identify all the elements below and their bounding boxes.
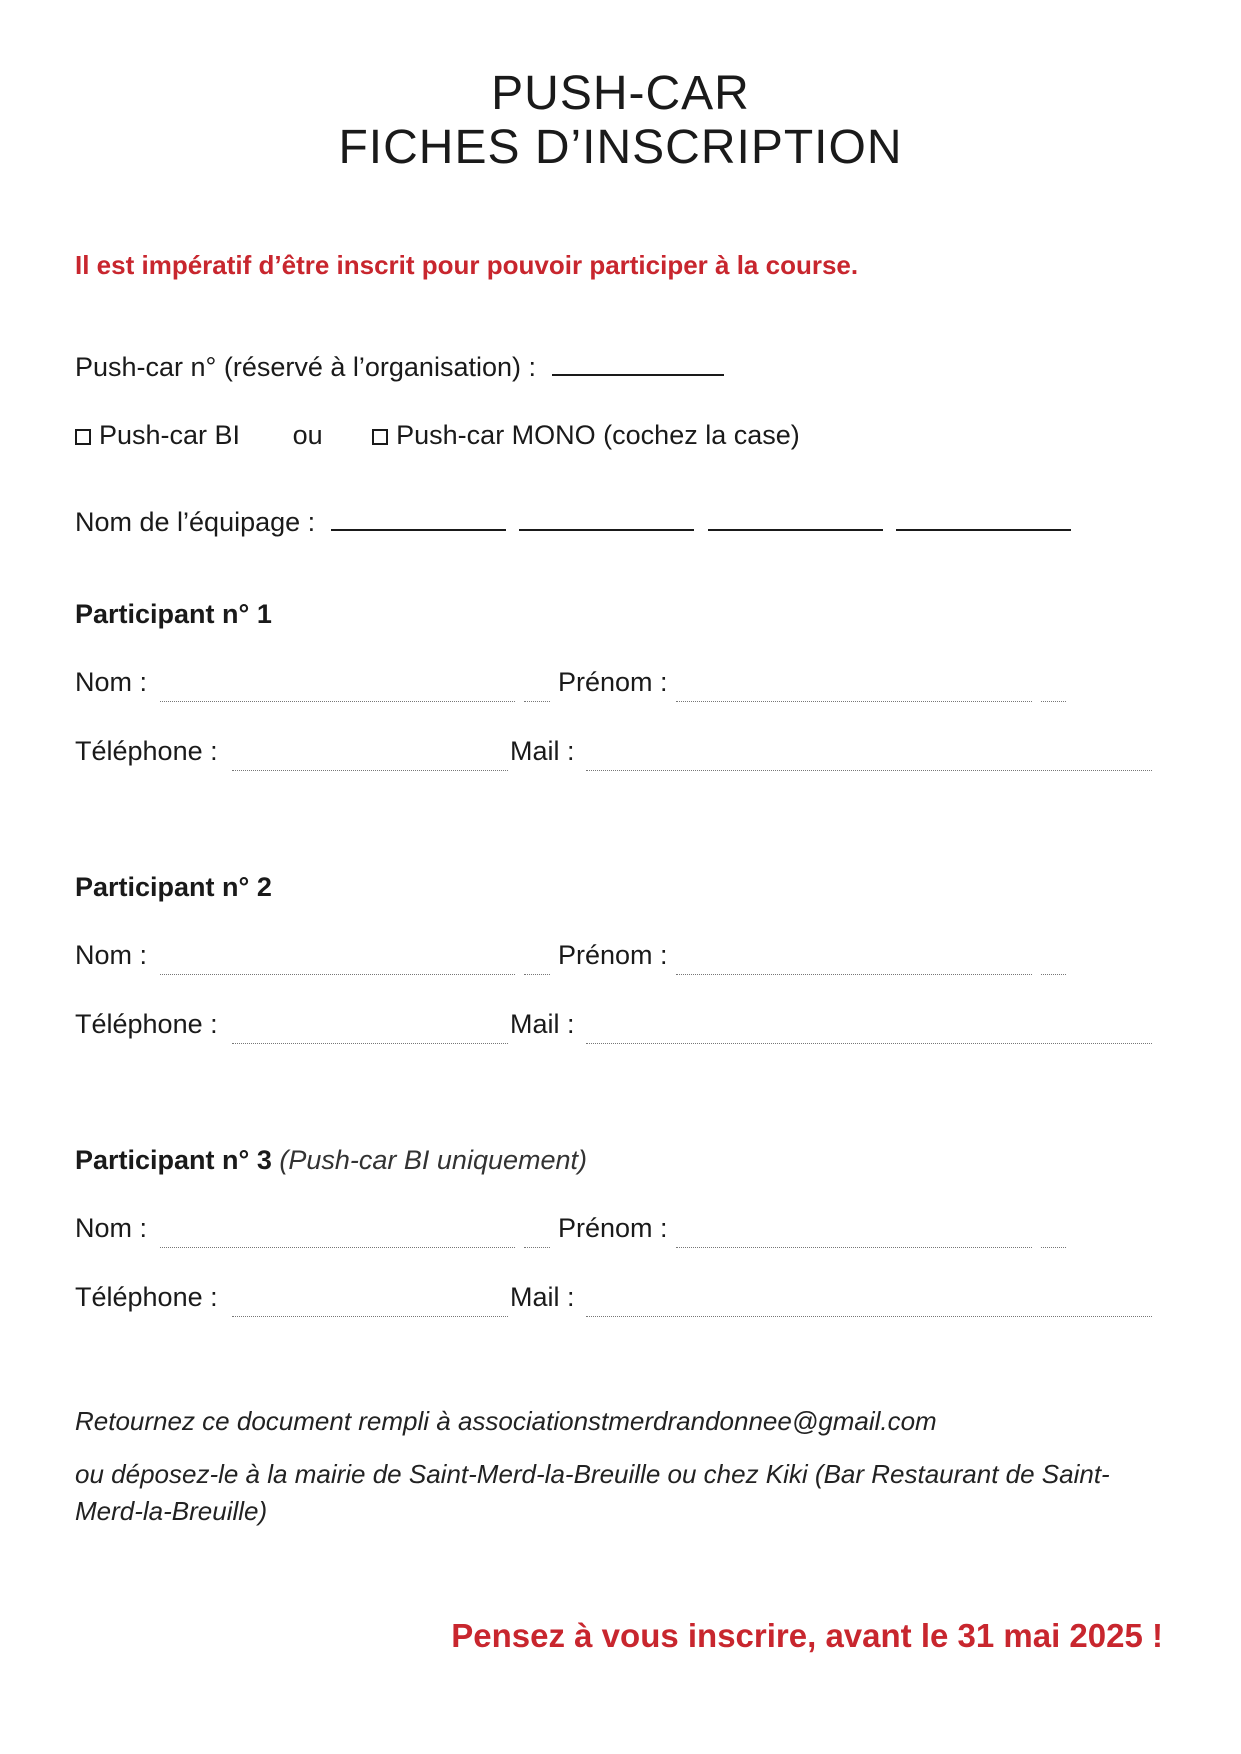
nom-field[interactable] [160,701,515,702]
nom-field-end [524,974,550,975]
pushcar-type-row [75,420,800,451]
mail-label: Mail : [510,1009,575,1039]
prenom-label: Prénom : [558,940,668,970]
prenom-field[interactable] [676,1247,1032,1248]
deadline-reminder: Pensez à vous inscrire, avant le 31 mai 2025 ! [451,1617,1163,1654]
nom-field[interactable] [160,1247,515,1248]
bi-checkbox[interactable] [75,429,91,445]
pushcar-number-field[interactable] [552,352,724,376]
page-subtitle: FICHES D’INSCRIPTION [338,121,903,174]
participant-3-heading [75,1145,587,1176]
team-name-field[interactable] [896,507,1071,531]
participant-1-title: Participant n° 1 [75,599,272,629]
participant-3-note: (Push-car BI uniquement) [279,1145,588,1175]
mail-field[interactable] [586,1316,1152,1317]
telephone-label: Téléphone : [75,1009,218,1039]
prenom-label: Prénom : [558,1213,668,1243]
nom-field[interactable] [160,974,515,975]
team-name-field[interactable] [331,507,506,531]
mail-field[interactable] [586,1043,1152,1044]
prenom-field[interactable] [676,701,1032,702]
prenom-label: Prénom : [558,667,668,697]
nom-label: Nom : [75,940,148,970]
option-mono-label: Push-car MONO (cochez la case) [396,420,800,450]
drop-off-instructions: ou déposez-le à la mairie de Saint-Merd-la-Breuille ou chez Kiki (Bar Restaurant de Saint-Merd-la-Breuille) [75,1459,1110,1526]
or-label: ou [292,420,323,450]
telephone-field[interactable] [232,1043,508,1044]
option-bi-label: Push-car BI [99,420,241,450]
participant-2-heading [75,872,272,903]
telephone-field[interactable] [232,1316,508,1317]
participant-2-title: Participant n° 2 [75,872,272,902]
prenom-field-end [1041,1247,1066,1248]
mail-label: Mail : [510,1282,575,1312]
nom-label: Nom : [75,1213,148,1243]
pushcar-number-row [75,352,724,383]
prenom-field-end [1041,701,1066,702]
team-name-row [75,507,1071,538]
nom-field-end [524,1247,550,1248]
telephone-label: Téléphone : [75,736,218,766]
telephone-field[interactable] [232,770,508,771]
mail-label: Mail : [510,736,575,766]
mono-checkbox[interactable] [372,429,388,445]
mail-field[interactable] [586,770,1152,771]
participant-1-heading [75,599,272,630]
prenom-field-end [1041,974,1066,975]
nom-label: Nom : [75,667,148,697]
page-title: PUSH-CAR [491,67,750,120]
team-name-label: Nom de l’équipage : [75,507,316,537]
nom-field-end [524,701,550,702]
return-instructions: Retournez ce document rempli à associationstmerdrandonnee@gmail.com [75,1406,937,1436]
team-name-field[interactable] [519,507,694,531]
pushcar-number-label: Push-car n° (réservé à l’organisation) : [75,352,536,382]
team-name-field[interactable] [708,507,883,531]
participant-3-title: Participant n° 3 [75,1145,272,1175]
registration-warning: Il est impératif d’être inscrit pour pouvoir participer à la course. [75,250,859,280]
telephone-label: Téléphone : [75,1282,218,1312]
prenom-field[interactable] [676,974,1032,975]
